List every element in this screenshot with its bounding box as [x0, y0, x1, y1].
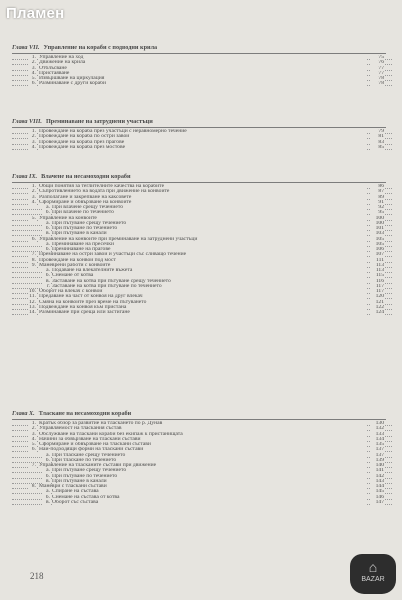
- entry-number: б.: [42, 226, 50, 231]
- entry-page: 132: [370, 426, 384, 431]
- entry-text: Разминаване при среща или застигане: [39, 310, 366, 315]
- entry-page: 121: [370, 300, 384, 305]
- entry-number: 13.: [29, 304, 36, 310]
- entry-number: 6.: [28, 237, 36, 242]
- entry-number: 1.: [28, 129, 36, 134]
- entry-page: 78: [370, 76, 384, 81]
- entry-page: 145: [370, 489, 384, 494]
- entry-page: 147: [370, 500, 384, 505]
- entry-page: 95: [370, 210, 384, 215]
- chapter-heading: Влачене на несамоходни кораби: [41, 173, 131, 180]
- entry-text: Управление на ход: [39, 55, 366, 60]
- entry-number: а.: [42, 221, 50, 226]
- chapter-label: Глава IX.: [12, 173, 38, 180]
- entry-page: 135: [370, 442, 384, 447]
- entry-text: Преминаване на остри завои и участъци със сливащо течение: [39, 252, 366, 257]
- entry-text: Отблъсване: [39, 66, 366, 71]
- entry-text: При пътуване по течението: [52, 226, 366, 231]
- entry-page: 116: [370, 279, 384, 284]
- entry-text: Заставане на котва при пътуване срещу течението: [52, 279, 366, 284]
- entry-text: Провеждане на кораба по остри завои: [39, 134, 366, 139]
- entry-page: 137: [370, 453, 384, 458]
- entry-text: Сформиране и обвързване на конвоите: [39, 200, 366, 205]
- entry-number: 4.: [28, 200, 36, 205]
- entry-number: а.: [42, 268, 50, 273]
- chapter-heading: Управление на кораби с подводни крила: [43, 44, 158, 51]
- entry-page: 134: [370, 437, 384, 442]
- entry-page: 146: [370, 495, 384, 500]
- entry-text: Управляемост на тласкания състав: [39, 426, 366, 431]
- bazar-badge: [350, 554, 396, 594]
- entry-text: При тласкане срещу течението: [52, 453, 366, 458]
- entry-page: 85: [370, 145, 384, 150]
- entry-page: 106: [370, 247, 384, 252]
- entry-number: 5.: [28, 76, 36, 81]
- entry-number: 3.: [28, 66, 36, 71]
- entry-number: 2.: [28, 426, 36, 431]
- entry-number: в.: [42, 500, 50, 505]
- toc-entry: [12, 310, 392, 315]
- entry-number: 3.: [28, 140, 36, 145]
- entry-text: Разминаване с други кораби: [39, 81, 366, 86]
- entry-number: в.: [42, 279, 50, 284]
- chapter-label: Глава VIII.: [12, 118, 42, 125]
- entry-page: 76: [370, 60, 384, 65]
- entry-page: 141: [370, 468, 384, 473]
- entry-page: 133: [370, 432, 384, 437]
- entry-text: Провеждане на кораба през мостове: [39, 145, 366, 150]
- entry-page: 122: [370, 305, 384, 310]
- toc-list: [12, 184, 392, 315]
- chapter-label: Глава VII.: [12, 44, 40, 51]
- entry-text: Преминаване на пресечки: [52, 242, 366, 247]
- toc-entry: [12, 81, 392, 86]
- entry-page: 86: [370, 184, 384, 189]
- entry-page: 113: [370, 263, 384, 268]
- watermark: Пламен: [6, 5, 65, 22]
- entry-text: При пътуване срещу течението: [52, 468, 366, 473]
- entry-number: а.: [42, 453, 50, 458]
- entry-page: 92: [370, 205, 384, 210]
- toc-list: [12, 55, 392, 87]
- entry-page: 77: [370, 66, 384, 71]
- entry-text: Предаване на част от конвоя на друг влекач: [39, 294, 366, 299]
- entry-text: Снемане на състава от котва: [52, 495, 366, 500]
- entry-number: 1.: [28, 184, 36, 189]
- entry-text: Снемане от котва: [52, 273, 366, 278]
- entry-text: При пътуване срещу течението: [52, 221, 366, 226]
- page-number: 218: [30, 571, 44, 581]
- entry-text: При тласкане по течението: [52, 458, 366, 463]
- entry-page: 140: [370, 463, 384, 468]
- entry-number: 14.: [29, 310, 36, 315]
- entry-text: Управление на конвоите: [39, 216, 366, 221]
- entry-page: 83: [370, 140, 384, 145]
- entry-number: б.: [42, 458, 50, 463]
- entry-page: 117: [370, 289, 384, 294]
- entry-text: Кратък обзор за развитие на тласкането по р. Дунав: [39, 421, 366, 426]
- chapter-heading: Преминаване на затруднени участъци: [45, 118, 153, 125]
- entry-number: 2.: [28, 60, 36, 65]
- chapter-rule: [12, 53, 386, 54]
- entry-number: 3.: [28, 432, 36, 437]
- entry-text: Провеждане на конвой под мост: [39, 258, 366, 263]
- entry-text: Най-подходящи форми на тласкани състави: [39, 447, 366, 452]
- entry-page: 142: [370, 474, 384, 479]
- entry-text: При влачене срещу течението: [52, 205, 366, 210]
- entry-number: б.: [42, 273, 50, 278]
- entry-number: 10.: [29, 289, 36, 294]
- entry-text: Маневри с тласкани състави: [39, 484, 366, 489]
- entry-number: а.: [42, 468, 50, 473]
- entry-page: 143: [370, 479, 384, 484]
- entry-text: Извършване на циркулация: [39, 76, 366, 81]
- entry-number: 7.: [28, 463, 36, 468]
- entry-text: При пътуване в канали: [52, 231, 366, 236]
- entry-page: 87: [370, 189, 384, 194]
- entry-page: 75: [370, 55, 384, 60]
- entry-page: 130: [370, 421, 384, 426]
- entry-number: 5.: [28, 442, 36, 447]
- entry-number: 11.: [29, 294, 36, 300]
- entry-page: 120: [370, 294, 384, 299]
- entry-page: 81: [370, 134, 384, 139]
- entry-page: 111: [370, 258, 384, 263]
- chapter-label: Глава X.: [12, 410, 35, 417]
- entry-text: Обслужване на тласкани кораби без екипаж к пристанищата: [39, 432, 366, 437]
- entry-page: 89: [370, 195, 384, 200]
- chapter-viii: [12, 118, 392, 150]
- entry-text: Начини за обвързване на тласкани състави: [39, 437, 366, 442]
- entry-text: Съпротивлението на водата при движение на конвоите: [39, 189, 366, 194]
- entry-number: 9.: [28, 263, 36, 268]
- entry-number: б.: [42, 210, 50, 215]
- entry-page: 137: [370, 447, 384, 452]
- entry-text: Оборот със състава: [52, 500, 366, 505]
- chapter-rule: [12, 419, 386, 420]
- chapter-title: [12, 410, 392, 419]
- entry-text: Преминаване на прагове: [52, 247, 366, 252]
- entry-page: 79: [370, 129, 384, 134]
- bazar-logo-icon: ⌂: [368, 559, 378, 575]
- entry-number: б.: [42, 247, 50, 252]
- entry-text: При влачене по течението: [52, 210, 366, 215]
- entry-number: 4.: [28, 145, 36, 150]
- entry-number: 5.: [28, 216, 36, 221]
- entry-text: Спиране на състава: [52, 489, 366, 494]
- entry-text: Смяна на конвоите през време на пътуването: [39, 300, 366, 305]
- entry-number: 6.: [28, 81, 36, 86]
- toc-entry: [12, 145, 392, 150]
- chapter-ix: [12, 173, 392, 315]
- entry-number: 8.: [28, 258, 36, 263]
- entry-text: Подвеждане на конвоя към пристана: [39, 305, 366, 310]
- entry-number: 1.: [28, 421, 36, 426]
- entry-page: 139: [370, 458, 384, 463]
- entry-number: г.: [42, 284, 50, 289]
- chapter-title: [12, 44, 392, 53]
- entry-text: Провеждане на кораба през участъци с неравномерно течение: [39, 129, 366, 134]
- chapter-x: [12, 410, 392, 505]
- entry-page: 105: [370, 242, 384, 247]
- entry-page: 144: [370, 484, 384, 489]
- toc-list: [12, 421, 392, 505]
- chapter-rule: [12, 182, 386, 183]
- entry-number: 12.: [29, 299, 36, 305]
- entry-text: Заставане на котва при пътуване по течението: [52, 284, 366, 289]
- toc-list: [12, 129, 392, 150]
- entry-text: Разполагане и закрепване на каксовете: [39, 195, 366, 200]
- entry-number: 6.: [28, 447, 36, 452]
- toc-entry: [12, 500, 392, 505]
- entry-text: Сформиране и обвързване на тласкани състави: [39, 442, 366, 447]
- entry-text: Управление на конвоите при преминаване на затруднени участъци: [39, 237, 366, 242]
- entry-page: 107: [370, 252, 384, 257]
- entry-page: 78: [370, 81, 384, 86]
- entry-text: Движение на крила: [39, 60, 366, 65]
- entry-page: 115: [370, 273, 384, 278]
- entry-number: а.: [42, 242, 50, 247]
- entry-text: При пътуване в канали: [52, 479, 366, 484]
- entry-page: 124: [370, 310, 384, 315]
- entry-number: 4.: [28, 71, 36, 76]
- entry-number: 3.: [28, 195, 36, 200]
- entry-number: 8.: [28, 484, 36, 489]
- entry-text: Управление на тласканите състави при движение: [39, 463, 366, 468]
- entry-text: Маневрени работи с конвоите: [39, 263, 366, 268]
- entry-number: 2.: [28, 134, 36, 139]
- entry-text: Оборот на влекач с конвой: [39, 289, 366, 294]
- entry-number: а.: [42, 489, 50, 494]
- chapter-rule: [12, 127, 386, 128]
- entry-number: 2.: [28, 189, 36, 194]
- chapter-heading: Тласкане на несамоходни кораби: [38, 410, 132, 417]
- entry-number: в.: [42, 479, 50, 484]
- entry-number: в.: [42, 231, 50, 236]
- entry-number: 1.: [28, 55, 36, 60]
- entry-number: б.: [42, 474, 50, 479]
- entry-number: 7.: [28, 252, 36, 257]
- chapter-title: [12, 173, 392, 182]
- entry-page: 117: [370, 284, 384, 289]
- entry-page: 105: [370, 237, 384, 242]
- entry-text: Пристаяване: [39, 71, 366, 76]
- entry-text: Подаване на влекателните въжета: [52, 268, 366, 273]
- entry-number: а.: [42, 205, 50, 210]
- entry-text: При пътуване по течението: [52, 474, 366, 479]
- entry-page: 113: [370, 268, 384, 273]
- entry-number: 4.: [28, 437, 36, 442]
- entry-text: Общи понятия за теглителните качества на корабите: [39, 184, 366, 189]
- entry-number: б.: [42, 495, 50, 500]
- entry-page: 101: [370, 226, 384, 231]
- entry-page: 100: [370, 221, 384, 226]
- entry-text: Провеждане на кораба през прагове: [39, 140, 366, 145]
- entry-page: 103: [370, 231, 384, 236]
- entry-page: 100: [370, 216, 384, 221]
- chapter-title: [12, 118, 392, 127]
- chapter-vii: [12, 44, 392, 87]
- entry-page: 77: [370, 71, 384, 76]
- bazar-badge-text: BAZAR: [361, 576, 385, 583]
- entry-page: 91: [370, 200, 384, 205]
